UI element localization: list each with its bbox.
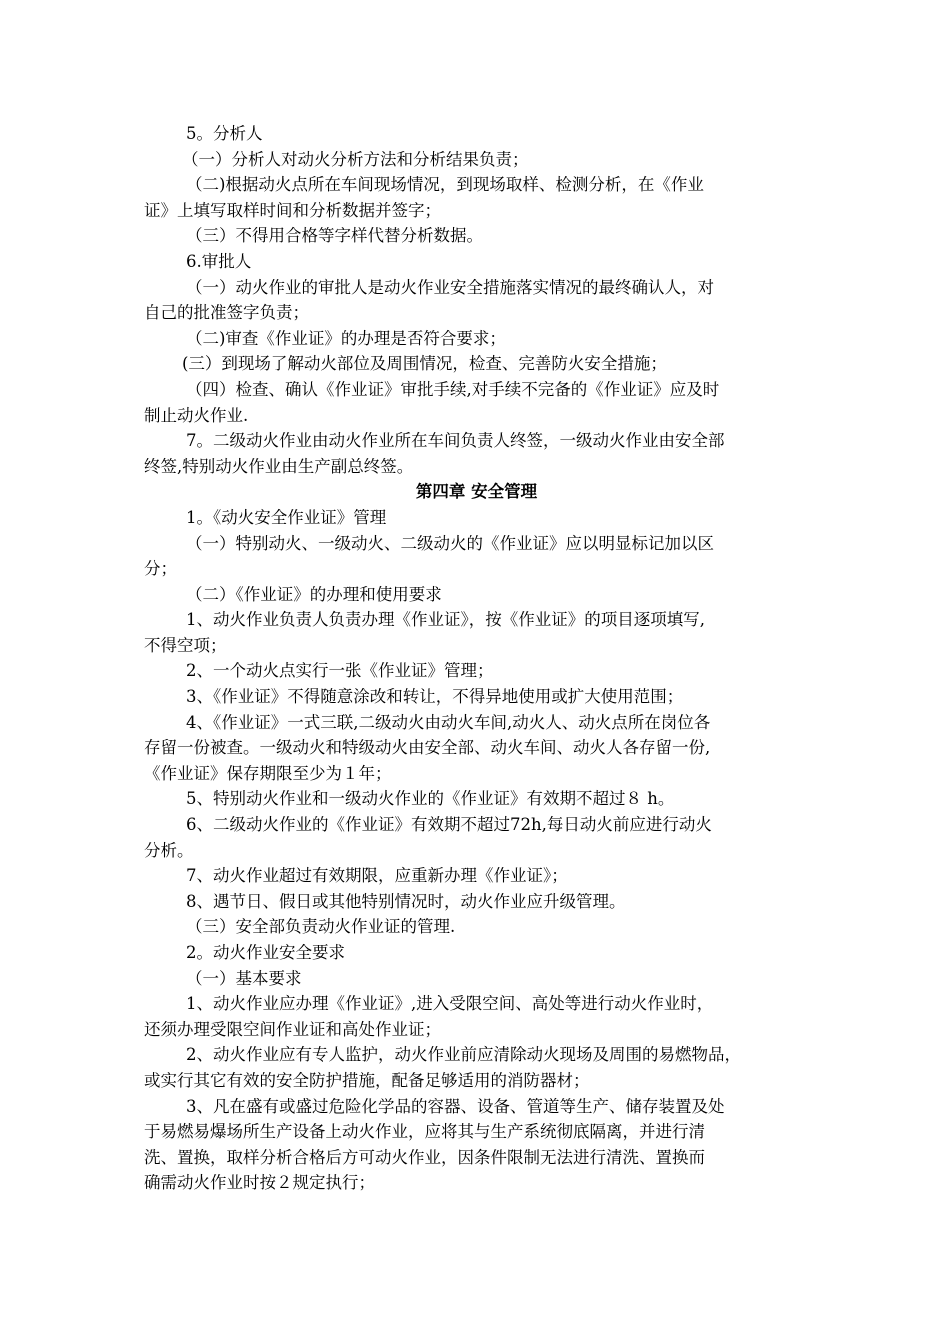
text-line: 1、动火作业应办理《作业证》,进入受限空间、高处等进行动火作业时，: [186, 994, 714, 1014]
text-line: 8、遇节日、假日或其他特别情况时，动火作业应升级管理。: [186, 891, 626, 911]
text-line: 2、一个动火点实行一张《作业证》管理；: [186, 661, 494, 681]
text-line: 不得空项；: [144, 635, 227, 655]
text-line: 或实行其它有效的安全防护措施，配备足够适用的消防器材；: [144, 1070, 590, 1090]
text-line: 确需动火作业时按２规定执行；: [144, 1173, 375, 1193]
chapter-heading: 第四章 安全管理: [415, 482, 538, 502]
text-line: 2。动火作业安全要求: [186, 943, 345, 962]
text-line: 制止动火作业.: [144, 405, 249, 425]
text-line: 6、二级动火作业的《作业证》有效期不超过72h,每日动火前应进行动火: [186, 815, 712, 835]
text-line: 证》上填写取样时间和分析数据并签字；: [144, 200, 441, 220]
text-line: 1、动火作业负责人负责办理《作业证》，按《作业证》的项目逐项填写,: [186, 610, 705, 630]
document-body: [144, 121, 809, 1196]
text-line: （四）检查、确认《作业证》审批手续,对手续不完备的《作业证》应及时: [186, 379, 720, 399]
text-line: （一）动火作业的审批人是动火作业安全措施落实情况的最终确认人，对: [186, 277, 714, 297]
text-line: 6.审批人: [186, 251, 252, 271]
text-line: 还须办理受限空间作业证和高处作业证；: [144, 1019, 441, 1039]
text-line: 2、动火作业应有专人监护，动火作业前应清除动火现场及周围的易燃物品，: [186, 1045, 741, 1065]
text-line: （一）基本要求: [186, 968, 302, 988]
text-line: 4、《作业证》一式三联,二级动火由动火车间,动火人、动火点所在岗位各: [186, 712, 711, 732]
text-line: 1。《动火安全作业证》管理: [186, 507, 387, 527]
text-line: 存留一份被查。一级动火和特级动火由安全部、动火车间、动火人各存留一份,: [144, 738, 711, 758]
text-line: （三）安全部负责动火作业证的管理.: [186, 917, 456, 937]
text-line: （一）分析人对动火分析方法和分析结果负责；: [182, 149, 529, 169]
text-line: 3、《作业证》不得随意涂改和转让，不得异地使用或扩大使用范围；: [186, 687, 684, 707]
text-line: (三）到现场了解动火部位及周围情况，检查、完善防火安全措施；: [182, 354, 667, 374]
text-line: 3、凡在盛有或盛过危险化学品的容器、设备、管道等生产、储存装置及处: [186, 1096, 725, 1116]
text-line: （二)审查《作业证》的办理是否符合要求；: [186, 328, 506, 348]
text-line: 分析。: [144, 840, 194, 860]
text-line: 洗、置换，取样分析合格后方可动火作业，因条件限制无法进行清洗、置换而: [144, 1147, 705, 1167]
text-line: 5。分析人: [186, 124, 263, 143]
text-line: 《作业证》保存期限至少为１年；: [144, 763, 392, 783]
text-line: 终签,特别动火作业由生产副总终签。: [144, 456, 414, 476]
text-line: （一）特别动火、一级动火、二级动火的《作业证》应以明显标记加以区: [186, 533, 714, 553]
text-line: 自己的批准签字负责；: [144, 303, 309, 323]
text-line: 5、特别动火作业和一级动火作业的《作业证》有效期不超过８ h。: [186, 789, 675, 809]
text-line: （二）《作业证》的办理和使用要求: [186, 584, 442, 604]
text-line: （三）不得用合格等字样代替分析数据。: [186, 226, 483, 246]
text-line: （二)根据动火点所在车间现场情况，到现场取样、检测分析，在《作业: [186, 175, 704, 195]
text-line: 7。二级动火作业由动火作业所在车间负责人终签，一级动火作业由安全部: [186, 431, 725, 451]
text-line: 7、动火作业超过有效期限，应重新办理《作业证》；: [186, 866, 568, 886]
text-line: 于易燃易爆场所生产设备上动火作业，应将其与生产系统彻底隔离，并进行清: [144, 1122, 705, 1142]
text-line: 分；: [144, 559, 177, 579]
